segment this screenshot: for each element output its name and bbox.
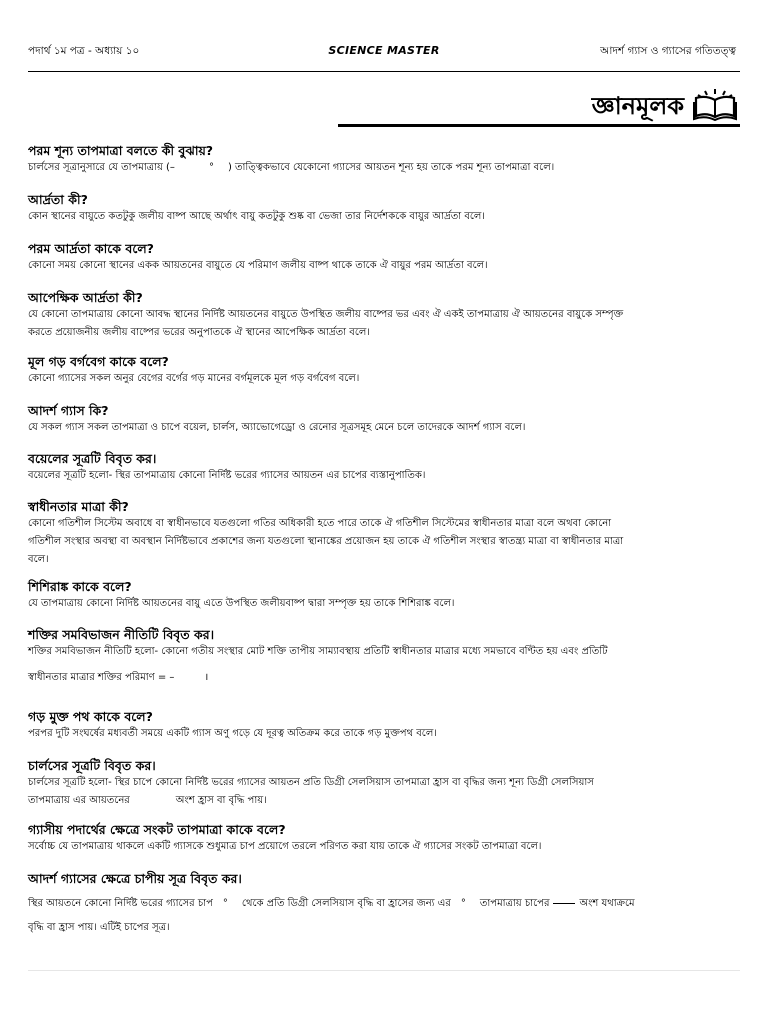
qa-item	[28, 353, 740, 388]
qa-item	[28, 626, 740, 687]
answer: কোন স্থানের বায়ুতে কতটুকু জলীয় বাষ্প আছে অর্থাৎ বায়ু কতটুকু শুষ্ক বা ভেজা তার নির্দেশককে বায়ুর আর্দ্রতা বলে।	[28, 211, 485, 222]
qa-item	[28, 240, 740, 275]
section-title: জ্ঞানমূলক	[591, 92, 684, 120]
header-divider	[28, 71, 740, 72]
answer-line: স্বাধীনতার মাত্রার শক্তির পরিমাণ = – ।	[28, 672, 209, 683]
question: স্বাধীনতার মাত্রা কী?	[28, 499, 129, 514]
question: বয়েলের সূত্রটি বিবৃত কর।	[28, 451, 157, 466]
section-heading	[592, 86, 738, 126]
answer: কোনো সময় কোনো স্থানের একক আয়তনের বায়ুতে যে পরিমাণ জলীয় বাষ্প থাকে তাকে ঐ বায়ুর পরম আর্দ্রতা বলে।	[28, 260, 488, 271]
footer-divider	[28, 970, 740, 971]
fraction-bar	[553, 903, 575, 904]
question: পরম শূন্য তাপমাত্রা বলতে কী বুঝায়?	[28, 143, 214, 158]
qa-item	[28, 142, 740, 177]
question: মূল গড় বর্গবেগ কাকে বলে?	[28, 354, 169, 369]
answer-line: শক্তির সমবিভাজন নীতিটি হলো- কোনো গতীয় সংস্থার মোট শক্তি তাপীয় সাম্যাবস্থায় প্রতিটি স্বাধীনতার মাত্রার মধ্যে সমভাবে বণ্টিত হয় এবং প্রতিটি	[28, 646, 608, 657]
qa-item	[28, 578, 740, 613]
question: আর্দ্রতা কী?	[28, 192, 88, 207]
answer-line: চার্লসের সূত্রটি হলো- স্থির চাপে কোনো নির্দিষ্ট ভরের গ্যাসের আয়তন প্রতি ডিগ্রী সেলসিয়াস তাপমাত্রা হ্রাস বা বৃদ্ধির জন্য শূন্য ডিগ্রী সেলসিয়াস	[28, 777, 594, 788]
qa-item	[28, 498, 740, 569]
answer: চার্লসের সূত্রানুসারে যে তাপমাত্রায় (– ° ) তাত্ত্বিকভাবে যেকোনো গ্যাসের আয়তন শূন্য হয় তাকে পরম শূন্য তাপমাত্রা বলে।	[28, 162, 555, 173]
question: পরম আর্দ্রতা কাকে বলে?	[28, 241, 154, 256]
question: গ্যাসীয় পদার্থের ক্ষেত্রে সংকট তাপমাত্রা কাকে বলে?	[28, 822, 286, 837]
question: আদর্শ গ্যাস কি?	[28, 403, 109, 418]
question: গড় মুক্ত পথ কাকে বলে?	[28, 709, 153, 724]
qa-item	[28, 289, 740, 342]
answer-line: বলে।	[28, 554, 49, 565]
answer-line: কোনো গতিশীল সিস্টেম অবাধে বা স্বাধীনভাবে যতগুলো গতির অধিকারী হতে পারে তাকে ঐ গতিশীল সিস্টেমের স্বাধীনতার মাত্রা বলে অথবা কোনো	[28, 518, 612, 529]
answer: যে সকল গ্যাস সকল তাপমাত্রা ও চাপে বয়েল, চার্লস, অ্যাভোগেড্রো ও রেনোর সূত্রসমূহ মেনে চলে তাদেরকে আদর্শ গ্যাস বলে।	[28, 422, 526, 433]
question: আদর্শ গ্যাসের ক্ষেত্রে চাপীয় সূত্র বিবৃত কর।	[28, 871, 242, 886]
qa-item	[28, 402, 740, 437]
answer: সর্বোচ্চ যে তাপমাত্রায় থাকলে একটি গ্যাসকে শুধুমাত্র চাপ প্রয়োগে তরলে পরিণত করা যায় তাকে ঐ গ্যাসের সংকট তাপমাত্রা বলে।	[28, 841, 542, 852]
header-chapter: পদার্থ ১ম পত্র - অধ্যায় ১০	[28, 45, 140, 57]
header-brand: SCIENCE MASTER	[328, 44, 440, 57]
question: চার্লসের সূত্রটি বিবৃত কর।	[28, 758, 156, 773]
answer-line: বৃদ্ধি বা হ্রাস পায়। এটিই চাপের সূত্র।	[28, 922, 170, 933]
answer: যে তাপমাত্রায় কোনো নির্দিষ্ট আয়তনের বায়ু এতে উপস্থিত জলীয়বাষ্প দ্বারা সম্পৃক্ত হয় তাকে শিশিরাঙ্ক বলে।	[28, 598, 455, 609]
question: আপেক্ষিক আর্দ্রতা কী?	[28, 290, 143, 305]
answer-line: গতিশীল সংস্থার অবস্থা বা অবস্থান নির্দিষ্টভাবে প্রকাশের জন্য যতগুলো স্থানাঙ্কের প্রয়োজন হয় তাকে ঐ গতিশীল সংস্থার স্বাতন্ত্র্য মাত্রা বা স্বাধীনতার মাত্রা	[28, 536, 624, 547]
answer: কোনো গ্যাসের সকল অনুর বেগের বর্গের গড় মানের বর্গমূলকে মূল গড় বর্গবেগ বলে।	[28, 373, 360, 384]
qa-item	[28, 757, 740, 810]
answer: বয়েলের সূত্রটি হলো- স্থির তাপমাত্রায় কোনো নির্দিষ্ট ভরের গ্যাসের আয়তন এর চাপের ব্যস্তানুপাতিক।	[28, 470, 426, 481]
qa-item	[28, 821, 740, 856]
open-book-icon	[692, 86, 738, 126]
question: শক্তির সমবিভাজন নীতিটি বিবৃত কর।	[28, 627, 215, 642]
qa-item	[28, 450, 740, 485]
answer-line: যে কোনো তাপমাত্রায় কোনো আবদ্ধ স্থানের নির্দিষ্ট আয়তনের বায়ুতে উপস্থিত জলীয় বাষ্পের ভর এবং ঐ একই তাপমাত্রায় ঐ আয়তনের বায়ুকে সম্পৃক্ত	[28, 309, 624, 320]
answer-line: তাপমাত্রায় এর আয়তনের অংশ হ্রাস বা বৃদ্ধি পায়।	[28, 795, 267, 806]
answer-line: করতে প্রয়োজনীয় জলীয় বাষ্পের ভরের অনুপাতকে ঐ স্থানের আপেক্ষিক আর্দ্রতা বলে।	[28, 327, 370, 338]
qa-item	[28, 870, 740, 937]
header-topic: আদর্শ গ্যাস ও গ্যাসের গতিতত্ত্ব	[600, 45, 736, 57]
answer: পরপর দুটি সংঘর্ষের মধ্যবর্তী সময়ে একটি গ্যাস অণু গড়ে যে দূরত্ব অতিক্রম করে তাকে গড় মুক্তপথ বলে।	[28, 728, 437, 739]
qa-item	[28, 191, 740, 226]
section-underline	[338, 124, 740, 127]
qa-item	[28, 708, 740, 743]
answer-line: স্থির আয়তনে কোনো নির্দিষ্ট ভরের গ্যাসের চাপ ° থেকে প্রতি ডিগ্রী সেলসিয়াস বৃদ্ধি বা হ্রাসের জন্য এর ° তাপমাত্রায় চাপের অংশ যথাক্রমে	[28, 898, 635, 909]
question: শিশিরাঙ্ক কাকে বলে?	[28, 579, 132, 594]
